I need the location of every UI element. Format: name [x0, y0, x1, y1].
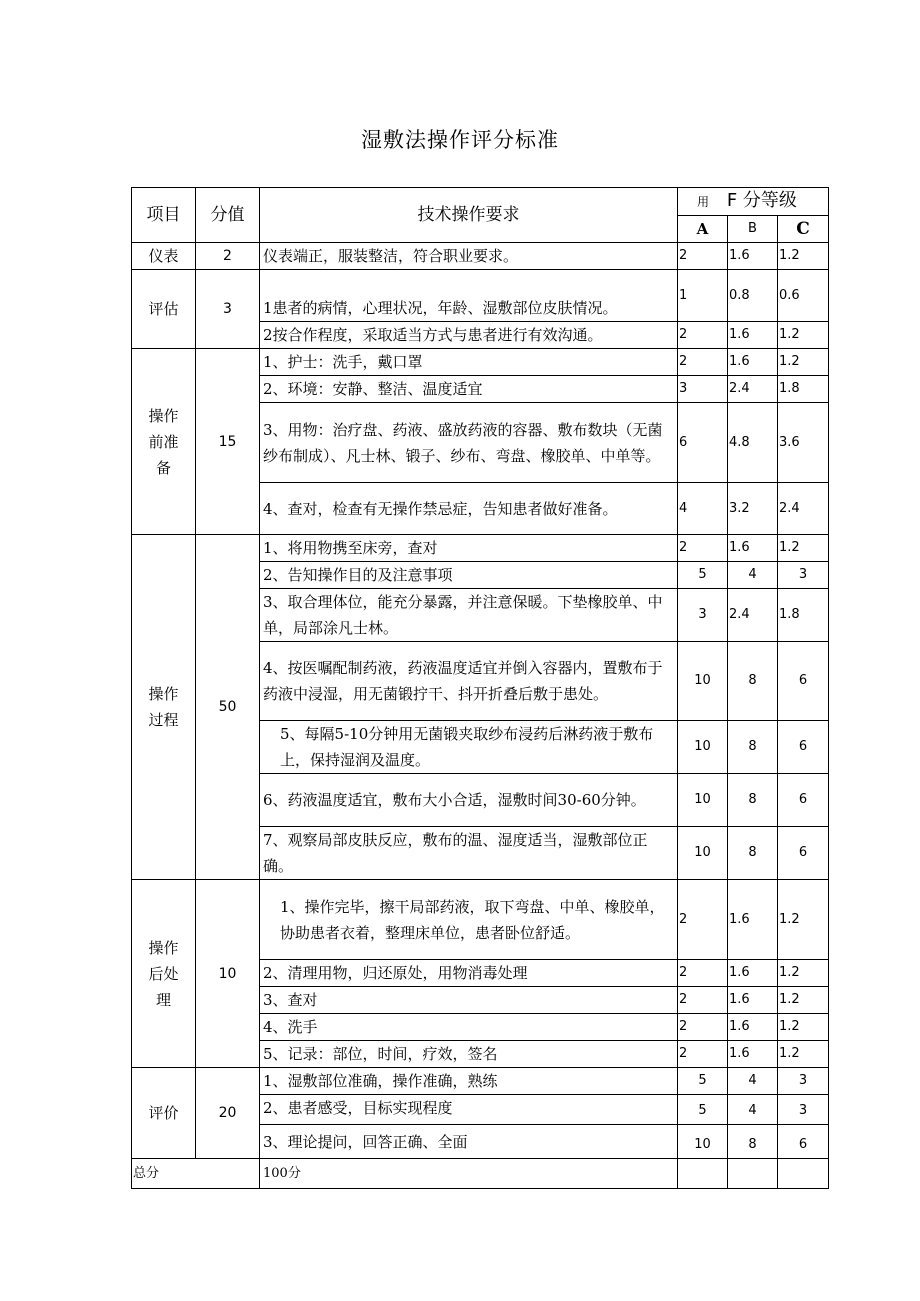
grade-b-value: 1.6 — [728, 535, 778, 562]
grade-c-value: 6 — [778, 1125, 829, 1159]
grade-b-value: 1.6 — [728, 243, 778, 270]
table-row — [132, 880, 829, 960]
requirement-text: 1、护士：洗手，戴口罩 — [260, 349, 678, 376]
section-name — [132, 349, 196, 535]
header-grade — [678, 188, 829, 216]
grade-b-value: 0.8 — [728, 270, 778, 322]
grade-c-value: 1.2 — [778, 349, 829, 376]
grade-c-value: 6 — [778, 827, 829, 880]
table-row — [132, 243, 829, 270]
grade-b-value: 3.2 — [728, 483, 778, 535]
table-row — [132, 349, 829, 376]
grade-c-value: 2.4 — [778, 483, 829, 535]
section-name-line: 操作 — [148, 685, 179, 703]
total-a-cell — [678, 1159, 728, 1189]
section-name-line: 前准 — [148, 432, 179, 451]
grade-a-value: 3 — [678, 376, 728, 403]
grade-b-value: 8 — [728, 827, 778, 880]
section-score: 50 — [196, 535, 260, 880]
grade-c-value: 6 — [778, 721, 829, 774]
grade-b-value: 4 — [728, 1095, 778, 1125]
grade-a-value: 1 — [678, 270, 728, 322]
grade-a-value: 5 — [678, 1095, 728, 1125]
header-grade-a: A — [678, 216, 728, 243]
requirement-text: 2、清理用物，归还原处，用物消毒处理 — [260, 960, 678, 987]
requirement-text: 3、取合理体位，能充分暴露，并注意保暖。下垫橡胶单、中单，局部涂凡士林。 — [260, 589, 678, 642]
header-score: 分值 — [196, 188, 260, 243]
grade-b-value: 1.6 — [728, 987, 778, 1014]
section-score: 20 — [196, 1068, 260, 1159]
requirement-text: 2、告知操作目的及注意事项 — [260, 562, 678, 589]
requirement-text: 2、环境：安静、整洁、温度适宜 — [260, 376, 678, 403]
section-name: 评估 — [132, 270, 196, 349]
grade-a-value: 10 — [678, 1125, 728, 1159]
table-row — [132, 1068, 829, 1095]
grade-c-value: 1.2 — [778, 960, 829, 987]
grade-c-value: 3 — [778, 562, 829, 589]
grade-c-value: 0.6 — [778, 270, 829, 322]
section-name-line: 理 — [155, 990, 171, 1009]
requirement-text: 5、每隔5-10分钟用无菌锻夹取纱布浸药后淋药液于敷布上，保持湿润及温度。 — [260, 721, 678, 774]
table-row — [132, 535, 829, 562]
section-name — [132, 535, 196, 880]
grade-a-value: 10 — [678, 721, 728, 774]
grade-a-value: 2 — [678, 987, 728, 1014]
grade-b-value: 1.6 — [728, 349, 778, 376]
grade-b-value: 1.6 — [728, 322, 778, 349]
header-grade-c: C — [778, 216, 829, 243]
requirement-text: 仪表端正，服装整洁，符合职业要求。 — [260, 243, 678, 270]
header-item: 项目 — [132, 188, 196, 243]
requirement-text: 1、将用物携至床旁，查对 — [260, 535, 678, 562]
grade-a-value: 2 — [678, 243, 728, 270]
grade-b-value: 4 — [728, 1068, 778, 1095]
header-requirements: 技术操作要求 — [260, 188, 678, 243]
grade-c-value: 1.2 — [778, 535, 829, 562]
grade-b-value: 2.4 — [728, 376, 778, 403]
section-name: 仪表 — [132, 243, 196, 270]
header-grade-prefix: 用 — [697, 195, 710, 209]
grade-a-value: 2 — [678, 960, 728, 987]
grade-b-value: 4 — [728, 562, 778, 589]
grade-b-value: 4.8 — [728, 403, 778, 483]
header-grade-main: F 分等级 — [726, 190, 797, 211]
grade-b-value: 8 — [728, 774, 778, 827]
grade-c-value: 1.2 — [778, 1041, 829, 1068]
grade-c-value: 1.2 — [778, 243, 829, 270]
section-score: 2 — [196, 243, 260, 270]
requirement-text: 2、患者感受，目标实现程度 — [260, 1095, 678, 1125]
grade-a-value: 5 — [678, 1068, 728, 1095]
section-name — [132, 880, 196, 1068]
total-value: 100分 — [260, 1159, 678, 1189]
page-title: 湿敷法操作评分标准 — [361, 128, 559, 152]
grade-c-value: 1.2 — [778, 322, 829, 349]
grade-c-value: 1.2 — [778, 880, 829, 960]
total-label: 总分 — [132, 1159, 260, 1189]
grade-c-value: 3.6 — [778, 403, 829, 483]
grade-a-value: 5 — [678, 562, 728, 589]
grade-c-value: 1.2 — [778, 987, 829, 1014]
total-row — [132, 1159, 829, 1189]
grade-a-value: 2 — [678, 535, 728, 562]
section-score: 3 — [196, 270, 260, 349]
requirement-text: 1患者的病情，心理状况，年龄、湿敷部位皮肤情况。 — [260, 270, 678, 322]
section-name-line: 过程 — [148, 711, 179, 729]
grade-b-value: 8 — [728, 721, 778, 774]
grade-b-value: 1.6 — [728, 1014, 778, 1041]
grade-b-value: 2.4 — [728, 589, 778, 642]
grade-c-value: 1.2 — [778, 1014, 829, 1041]
grade-c-value: 3 — [778, 1068, 829, 1095]
grade-a-value: 6 — [678, 403, 728, 483]
requirement-text: 3、理论提问，回答正确、全面 — [260, 1125, 678, 1159]
requirement-text: 5、记录：部位，时间，疗效，签名 — [260, 1041, 678, 1068]
grade-c-value: 3 — [778, 1095, 829, 1125]
grade-c-value: 1.8 — [778, 376, 829, 403]
requirement-text: 4、查对，检查有无操作禁忌症，告知患者做好准备。 — [260, 483, 678, 535]
section-name-line: 后处 — [148, 964, 179, 983]
scoring-table — [131, 187, 829, 1189]
grade-a-value: 10 — [678, 774, 728, 827]
grade-a-value: 4 — [678, 483, 728, 535]
grade-a-value: 3 — [678, 589, 728, 642]
grade-b-value: 1.6 — [728, 960, 778, 987]
grade-a-value: 2 — [678, 349, 728, 376]
requirement-text: 3、用物：治疗盘、药液、盛放药液的容器、敷布数块（无菌纱布制成）、凡士林、锻子、纱布、弯盘、橡胶单、中单等。 — [260, 403, 678, 483]
section-score: 15 — [196, 349, 260, 535]
table-row — [132, 270, 829, 322]
section-name-line: 操作 — [148, 406, 179, 425]
grade-b-value: 8 — [728, 1125, 778, 1159]
grade-a-value: 2 — [678, 322, 728, 349]
grade-a-value: 2 — [678, 1014, 728, 1041]
section-name-line: 备 — [155, 458, 171, 477]
requirement-text: 2按合作程度，采取适当方式与患者进行有效沟通。 — [260, 322, 678, 349]
grade-a-value: 2 — [678, 1041, 728, 1068]
grade-a-value: 10 — [678, 827, 728, 880]
grade-a-value: 10 — [678, 642, 728, 721]
requirement-text: 1、湿敷部位准确，操作准确，熟练 — [260, 1068, 678, 1095]
section-score: 10 — [196, 880, 260, 1068]
requirement-text: 1、操作完毕，擦干局部药液，取下弯盘、中单、橡胶单，协助患者衣着，整理床单位，患者卧位舒适。 — [260, 880, 678, 960]
total-c-cell — [778, 1159, 829, 1189]
requirement-text: 4、洗手 — [260, 1014, 678, 1041]
requirement-text: 7、观察局部皮肤反应，敷布的温、湿度适当，湿敷部位正确。 — [260, 827, 678, 880]
grade-c-value: 1.8 — [778, 589, 829, 642]
section-name: 评价 — [132, 1068, 196, 1159]
requirement-text: 3、查对 — [260, 987, 678, 1014]
grade-b-value: 1.6 — [728, 1041, 778, 1068]
requirement-text: 6、药液温度适宜，敷布大小合适，湿敷时间30-60分钟。 — [260, 774, 678, 827]
grade-b-value: 1.6 — [728, 880, 778, 960]
grade-c-value: 6 — [778, 642, 829, 721]
total-b-cell — [728, 1159, 778, 1189]
requirement-text: 4、按医嘱配制药液，药液温度适宜并倒入容器内，置敷布于药液中浸湿，用无菌锻拧干、抖开折叠后敷于患处。 — [260, 642, 678, 721]
grade-a-value: 2 — [678, 880, 728, 960]
grade-b-value: 8 — [728, 642, 778, 721]
header-grade-b: B — [728, 216, 778, 243]
section-name-line: 操作 — [148, 938, 179, 957]
grade-c-value: 6 — [778, 774, 829, 827]
